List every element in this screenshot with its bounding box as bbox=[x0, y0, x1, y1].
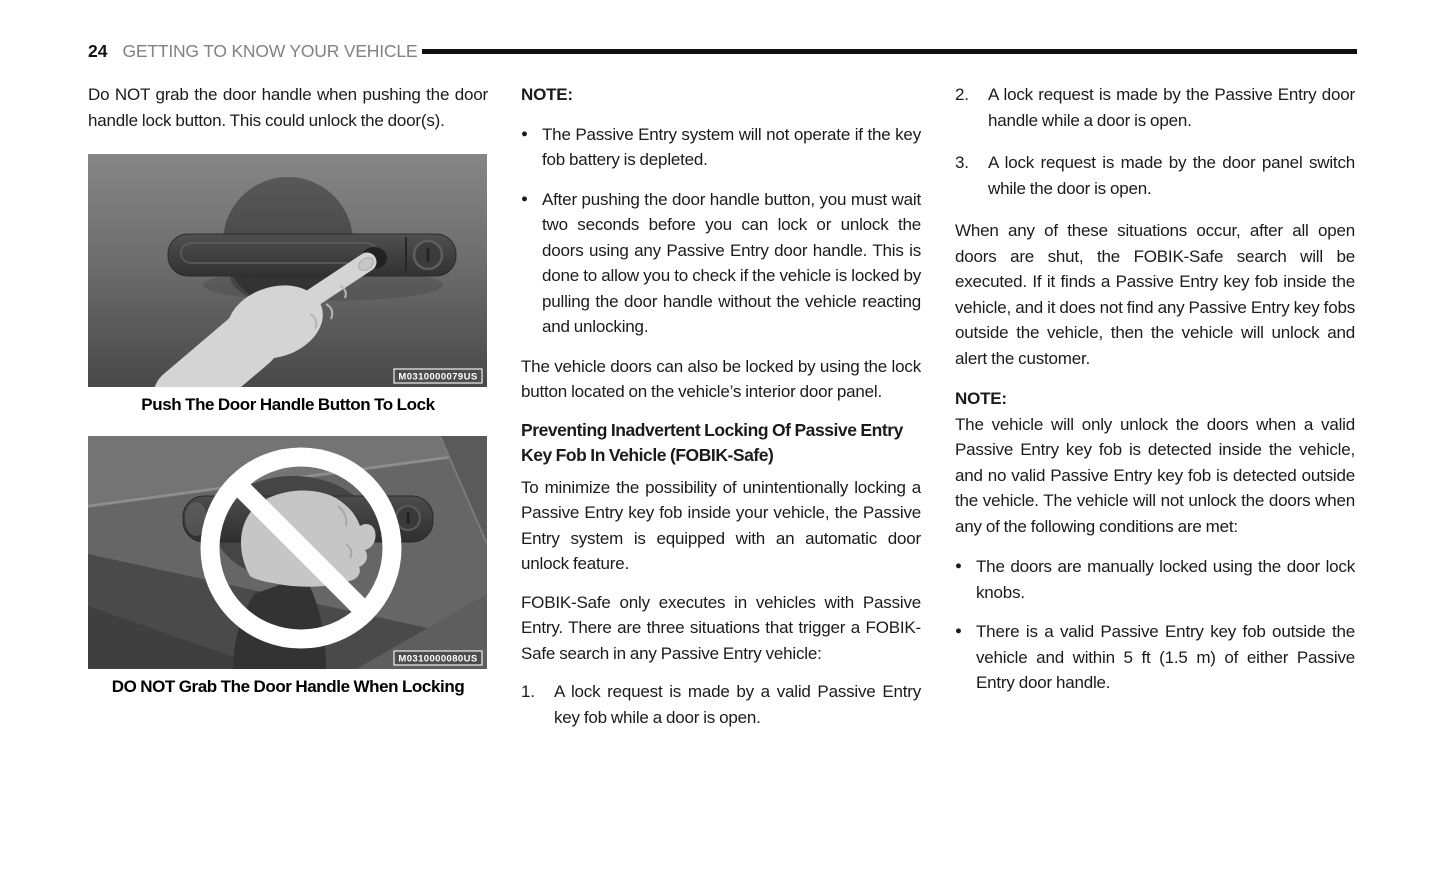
svg-text:M0310000079US: M0310000079US bbox=[398, 371, 478, 383]
intro-paragraph: Do NOT grab the door handle when pushing the door handle lock button. This could unlock the door(s). bbox=[88, 85, 488, 130]
door-handle bbox=[168, 234, 456, 276]
item-number: 2. bbox=[955, 85, 969, 104]
note-bullet bbox=[521, 122, 921, 173]
bullet-text: There is a valid Passive Entry key fob outside the vehicle and within 5 ft (1.5 m) of either Passive Entry door handle. bbox=[976, 622, 1355, 692]
paragraph-fobik-situations: FOBIK-Safe only executes in vehicles with Passive Entry. There are three situations that trigger a FOBIK-Safe search in any Passive Entry vehicle: bbox=[521, 592, 921, 663]
left-column bbox=[88, 82, 488, 698]
figure-push-door-handle-button bbox=[88, 154, 488, 416]
page-header bbox=[88, 41, 1357, 63]
page-number: 24 bbox=[88, 41, 108, 61]
figure1-caption: Push The Door Handle Button To Lock bbox=[141, 395, 435, 414]
door-handle-button-illustration bbox=[88, 154, 487, 387]
key-lock-button bbox=[414, 241, 442, 269]
bullet-text: After pushing the door handle button, you must wait two seconds before you can lock or unlock the doors using any Passive Entry door handle. This is done to allow you to check if the vehicle is locked by pulling the door handle without the vehicle reacting and unlocking. bbox=[542, 189, 921, 336]
condition-bullet bbox=[955, 554, 1355, 605]
header-rule bbox=[422, 49, 1357, 54]
note-label: NOTE: bbox=[521, 85, 573, 104]
key-lock-button bbox=[396, 506, 420, 530]
bullet-icon: ● bbox=[521, 192, 528, 205]
condition-bullet bbox=[955, 619, 1355, 696]
bullet-text: The doors are manually locked using the door lock knobs. bbox=[976, 557, 1355, 602]
bullet-icon: ● bbox=[521, 127, 528, 140]
numbered-item-1 bbox=[521, 679, 921, 730]
note-label: NOTE: bbox=[955, 389, 1007, 408]
paragraph-fobik-search: When any of these situations occur, after all open doors are shut, the FOBIK-Safe search will be executed. If it finds a Passive Entry key fob inside the vehicle, and it does not find any Passive Entry key fobs outside the vehicle, then the vehicle will unlock and alert the customer. bbox=[955, 221, 1355, 368]
item-number: 3. bbox=[955, 153, 969, 172]
svg-text:M0310000080US: M0310000080US bbox=[398, 653, 478, 665]
section-heading-fobik-safe: Preventing Inadvertent Locking Of Passive Entry Key Fob In Vehicle (FOBIK-Safe) bbox=[521, 419, 903, 465]
bullet-text: The Passive Entry system will not operate if the key fob battery is depleted. bbox=[542, 124, 921, 169]
item-text: A lock request is made by a valid Passive Entry key fob while a door is open. bbox=[554, 682, 921, 727]
figure1-watermark bbox=[394, 369, 482, 383]
middle-column bbox=[521, 82, 921, 747]
figure-do-not-grab-handle bbox=[88, 436, 488, 698]
item-number: 1. bbox=[521, 682, 535, 701]
bullet-icon: ● bbox=[955, 625, 962, 637]
numbered-item-2 bbox=[955, 82, 1355, 133]
paragraph-interior-lock: The vehicle doors can also be locked by using the lock button located on the vehicle’s interior door panel. bbox=[521, 356, 921, 401]
figure2-watermark bbox=[394, 651, 482, 665]
chapter-title: GETTING TO KNOW YOUR VEHICLE bbox=[122, 41, 418, 61]
do-not-grab-illustration bbox=[88, 436, 487, 669]
numbered-item-3 bbox=[955, 150, 1355, 201]
paragraph-fobik-intro: To minimize the possibility of unintentionally locking a Passive Entry key fob inside your vehicle, the Passive Entry system is equipped with an automatic door unlock feature. bbox=[521, 477, 921, 573]
item-text: A lock request is made by the Passive Entry door handle while a door is open. bbox=[988, 85, 1355, 130]
right-column bbox=[955, 82, 1355, 710]
figure2-caption: DO NOT Grab The Door Handle When Locking bbox=[111, 677, 465, 696]
item-text: A lock request is made by the door panel switch while the door is open. bbox=[988, 153, 1355, 198]
bullet-icon: ● bbox=[955, 560, 962, 572]
note-text: The vehicle will only unlock the doors when a valid Passive Entry key fob is detected inside the vehicle, and no valid Passive Entry key fob is detected outside the vehicle. The vehicle will not unlock the doors when any of the following conditions are met: bbox=[955, 414, 1355, 536]
note-bullet bbox=[521, 187, 921, 340]
